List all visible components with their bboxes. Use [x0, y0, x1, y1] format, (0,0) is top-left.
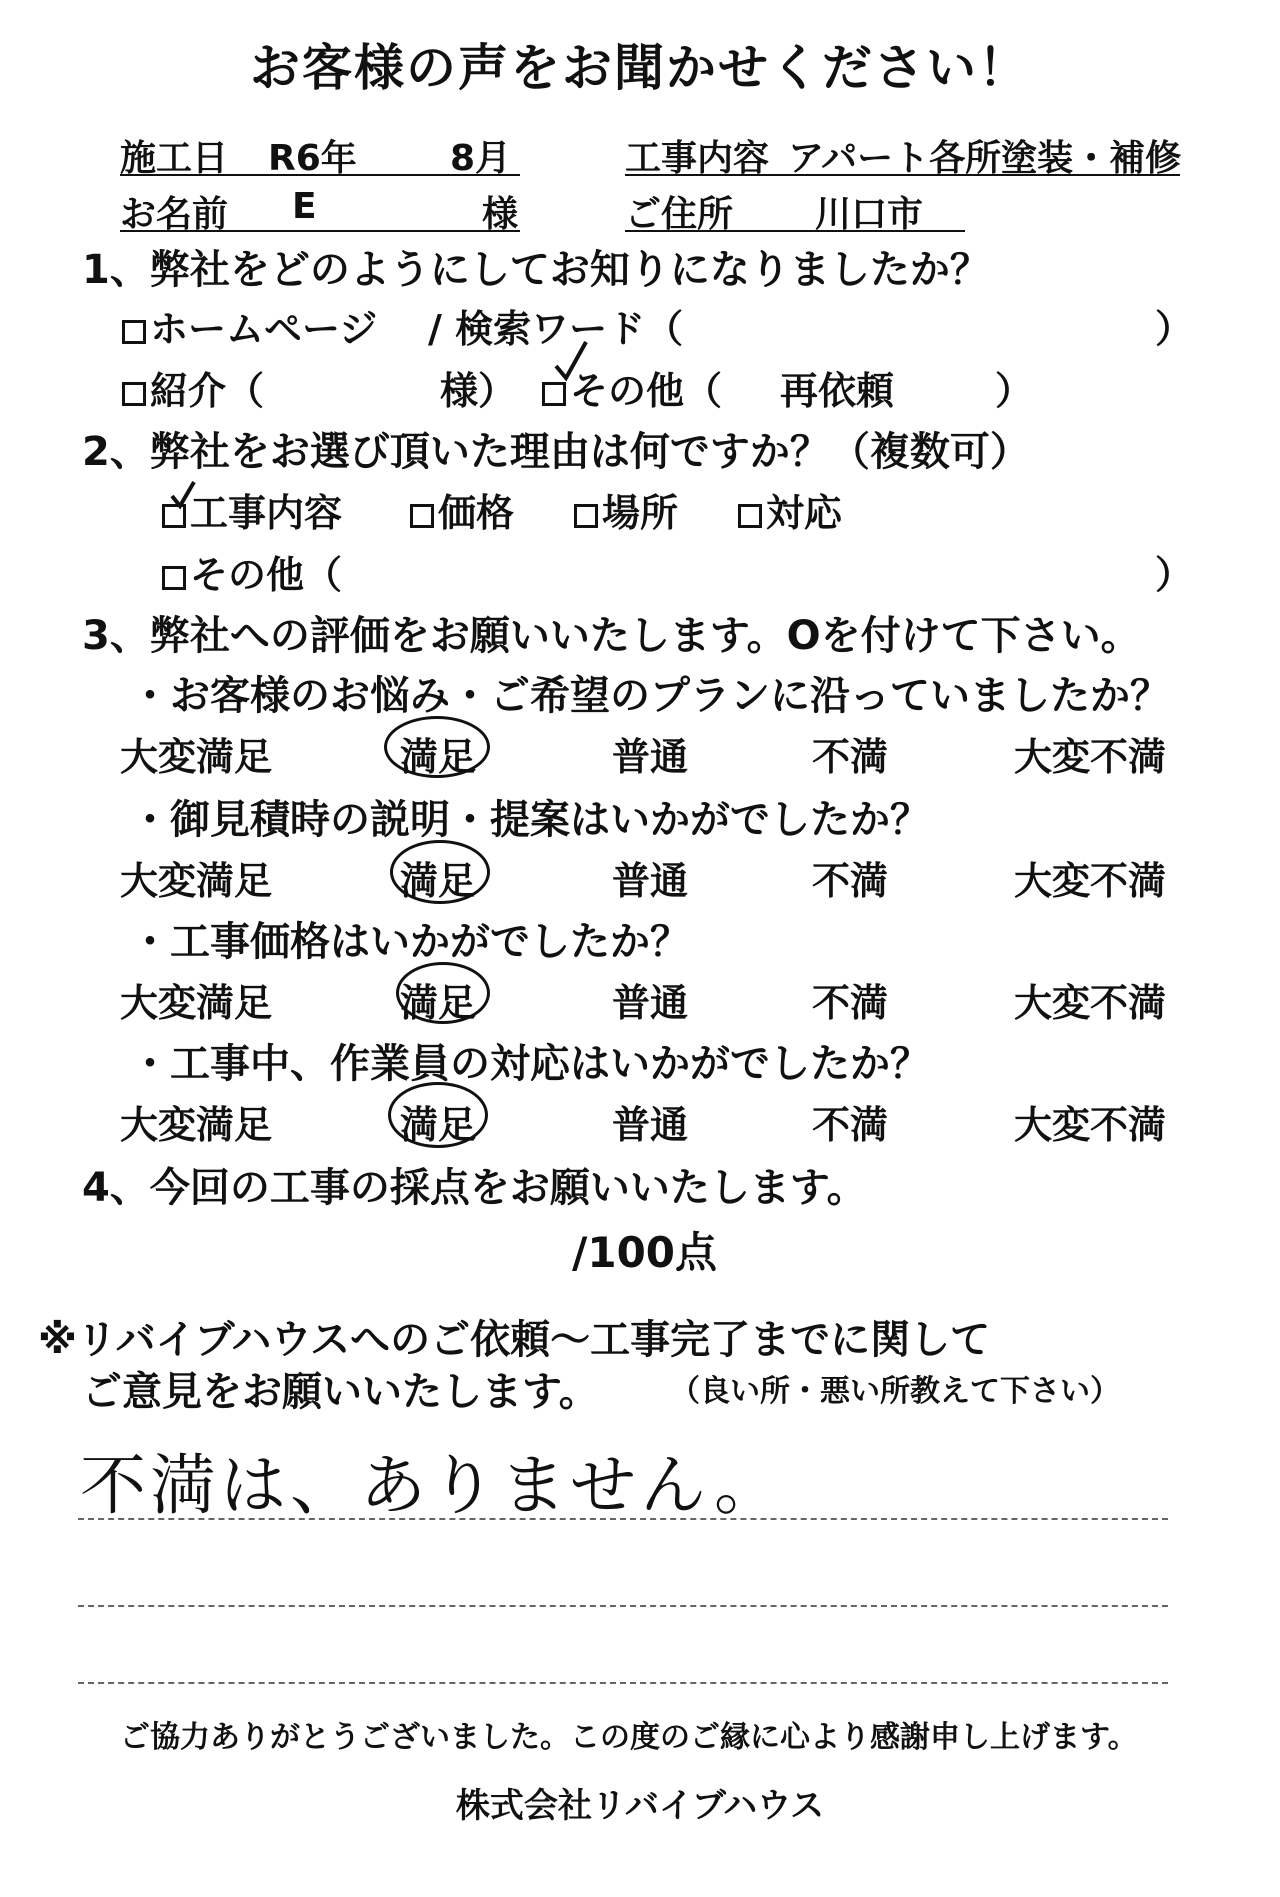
- date-month: 8月: [450, 138, 512, 179]
- q2-option-other[interactable]: [162, 544, 342, 599]
- q1-search-paren-close: ）: [1155, 307, 1194, 351]
- q1-other-value: 再依頼: [780, 369, 895, 413]
- comment-line-1: [78, 1518, 1168, 1520]
- address-label: ご住所: [625, 194, 734, 235]
- footer-company: 株式会社リバイブハウス: [455, 1786, 825, 1826]
- q4-score-suffix: /100点: [572, 1228, 718, 1277]
- work-label: 工事内容: [625, 138, 770, 179]
- q3-item-4-selection-circle: [388, 1082, 488, 1148]
- q3-item-1-very-satisfied[interactable]: 大変満足: [120, 735, 273, 779]
- q1-referral-option[interactable]: [122, 360, 264, 415]
- q3-item-2-dissatisfied[interactable]: 不満: [812, 859, 889, 903]
- work-value: アパート各所塗装・補修: [788, 138, 1182, 179]
- name-value: E: [292, 186, 317, 227]
- q2-check-mark-icon: [168, 478, 198, 514]
- name-label: お名前: [120, 194, 229, 235]
- name-suffix: 様: [482, 194, 519, 235]
- q1-question: 1、弊社をどのようにしてお知りになりましたか？: [82, 247, 990, 293]
- q3-item-4-dissatisfied[interactable]: 不満: [812, 1103, 889, 1147]
- q3-item-1-satisfied[interactable]: 満足: [400, 735, 477, 779]
- q2-response-checkbox[interactable]: [738, 504, 762, 528]
- q3-item-3-very-satisfied[interactable]: 大変満足: [120, 981, 273, 1025]
- q1-referral-label: 紹介（: [150, 369, 265, 413]
- q2-option-price-label: 価格: [438, 491, 515, 535]
- q2-other-paren-close: ）: [1155, 553, 1194, 597]
- q2-option-response-label: 対応: [766, 491, 843, 535]
- date-year: R6年: [268, 138, 357, 179]
- q1-check-mark-icon: [552, 338, 592, 388]
- q3-item-2-very-dissatisfied[interactable]: 大変不満: [1014, 859, 1167, 903]
- q3-item-3-neutral[interactable]: 普通: [612, 981, 689, 1025]
- q1-other-paren-close: ）: [995, 369, 1034, 413]
- survey-title: お客様の声をお聞かせください！: [250, 39, 1030, 97]
- comments-handwritten-answer: 不満は、ありません。: [80, 1447, 784, 1524]
- q3-item-3-very-dissatisfied[interactable]: 大変不満: [1014, 981, 1167, 1025]
- q2-location-checkbox[interactable]: [574, 504, 598, 528]
- q1-homepage-option[interactable]: [122, 298, 377, 353]
- q3-item-4-satisfied[interactable]: 満足: [400, 1103, 477, 1147]
- q3-item-3-question: ・工事価格はいかがでしたか？: [130, 919, 690, 965]
- q3-item-1-selection-circle: [384, 716, 490, 778]
- q2-option-location[interactable]: [574, 482, 678, 537]
- q2-option-response[interactable]: [738, 482, 842, 537]
- q2-option-other-label: その他（: [190, 553, 343, 597]
- q1-search-word-label: / 検索ワード（: [428, 307, 684, 351]
- comments-prompt-line2: ご意見をお願いいたします。: [82, 1369, 599, 1415]
- q3-item-3-dissatisfied[interactable]: 不満: [812, 981, 889, 1025]
- q2-option-work-label: 工事内容: [190, 491, 343, 535]
- q3-item-3-selection-circle: [396, 962, 490, 1024]
- q3-item-2-neutral[interactable]: 普通: [612, 859, 689, 903]
- q1-homepage-label: ホームページ: [150, 307, 378, 351]
- comments-prompt-line1: ※リバイブハウスへのご依頼～工事完了までに関して: [38, 1317, 991, 1363]
- q2-option-price[interactable]: [410, 482, 514, 537]
- comment-line-3: [78, 1682, 1168, 1684]
- footer-thanks: ご協力ありがとうございました。この度のご縁に心より感謝申し上げます。: [120, 1720, 1138, 1755]
- comment-line-2: [78, 1605, 1168, 1607]
- q3-item-2-satisfied[interactable]: 満足: [400, 859, 477, 903]
- q3-item-4-very-satisfied[interactable]: 大変満足: [120, 1103, 273, 1147]
- q3-item-1-very-dissatisfied[interactable]: 大変不満: [1014, 735, 1167, 779]
- q3-item-2-question: ・御見積時の説明・提案はいかがでしたか？: [130, 797, 930, 843]
- q2-option-location-label: 場所: [602, 491, 679, 535]
- q1-referral-checkbox[interactable]: [122, 382, 146, 406]
- q1-referral-suffix: 様）: [440, 369, 517, 413]
- q3-item-3-satisfied[interactable]: 満足: [400, 981, 477, 1025]
- date-label: 施工日: [120, 138, 229, 179]
- q3-item-4-very-dissatisfied[interactable]: 大変不満: [1014, 1103, 1167, 1147]
- q2-price-checkbox[interactable]: [410, 504, 434, 528]
- q4-question: 4、今回の工事の採点をお願いいたします。: [82, 1165, 867, 1211]
- q3-item-2-selection-circle: [390, 840, 490, 904]
- q3-item-1-question: ・お客様のお悩み・ご希望のプランに沿っていましたか？: [130, 673, 1170, 719]
- q3-item-1-dissatisfied[interactable]: 不満: [812, 735, 889, 779]
- q2-other-checkbox[interactable]: [162, 566, 186, 590]
- q3-item-2-very-satisfied[interactable]: 大変満足: [120, 859, 273, 903]
- address-value: 川口市: [815, 194, 924, 235]
- q3-item-4-question: ・工事中、作業員の対応はいかがでしたか？: [130, 1041, 930, 1087]
- q3-item-4-neutral[interactable]: 普通: [612, 1103, 689, 1147]
- q1-homepage-checkbox[interactable]: [122, 320, 146, 344]
- q2-question: 2、弊社をお選び頂いた理由は何ですか？（複数可）: [82, 429, 1030, 475]
- q1-other-label: その他（: [570, 369, 723, 413]
- comments-prompt-hint: （良い所・悪い所教えて下さい）: [670, 1374, 1120, 1409]
- q3-question: 3、弊社への評価をお願いいたします。Oを付けて下さい。: [82, 613, 1141, 659]
- q3-item-1-neutral[interactable]: 普通: [612, 735, 689, 779]
